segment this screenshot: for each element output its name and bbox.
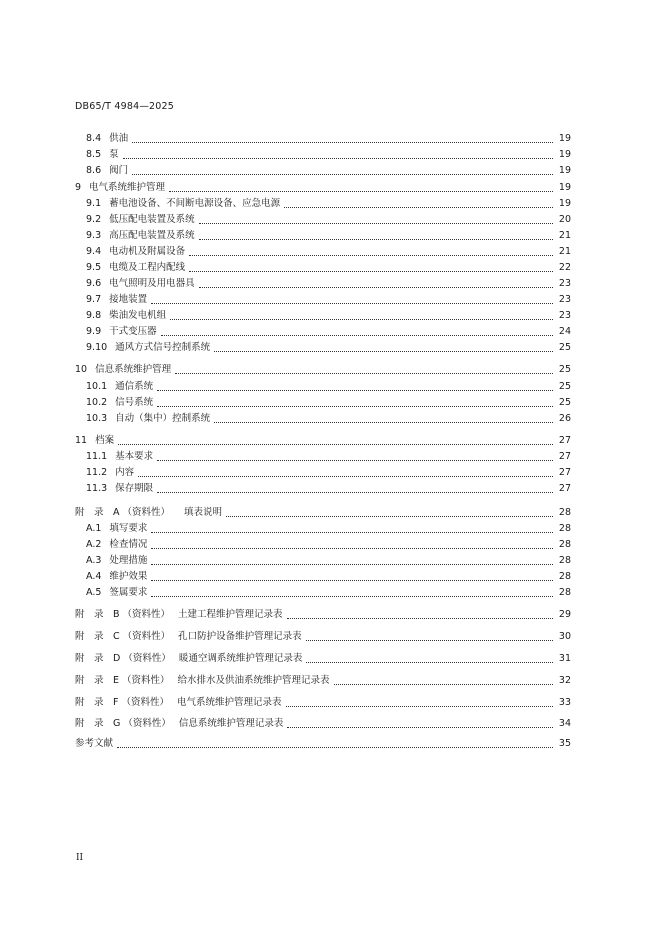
toc-entry[interactable] xyxy=(86,521,571,535)
toc-leader-dots xyxy=(189,255,553,256)
toc-entry-number: 10.2 xyxy=(86,397,108,408)
toc-entry-number: 9.6 xyxy=(86,278,102,289)
toc-entry-number: 9.8 xyxy=(86,310,102,321)
toc-entry-title: 低压配电装置及系统 xyxy=(109,214,195,225)
toc-entry-page: 23 xyxy=(558,310,571,321)
toc-entry[interactable] xyxy=(86,340,571,354)
toc-entry-title: 蓄电池设备、不间断电源设备、应急电源 xyxy=(109,198,281,209)
toc-entry-page: 28 xyxy=(558,555,571,566)
toc-entry-page: 29 xyxy=(558,609,571,620)
toc-entry-page: 23 xyxy=(558,294,571,305)
toc-entry-number: A.4 xyxy=(86,571,102,582)
toc-entry-title: 维护效果 xyxy=(109,571,148,582)
toc-entry-number: 9.3 xyxy=(86,230,102,241)
toc-leader-dots xyxy=(189,271,553,272)
toc-entry[interactable] xyxy=(86,260,571,274)
toc-entry-title: 档案 xyxy=(95,435,115,446)
toc-leader-dots xyxy=(199,239,553,240)
toc-entry-number: 10 xyxy=(75,364,88,375)
toc-entry[interactable] xyxy=(75,362,571,376)
toc-entry[interactable] xyxy=(75,695,571,709)
toc-entry-number: 8.4 xyxy=(86,133,102,144)
toc-entry-page: 30 xyxy=(558,631,571,642)
toc-entry[interactable] xyxy=(86,449,571,463)
toc-entry-page: 28 xyxy=(558,507,571,518)
toc-entry-title: 处理措施 xyxy=(109,555,148,566)
document-code: DB65/T 4984—2025 xyxy=(75,101,174,112)
toc-entry-page: 25 xyxy=(558,381,571,392)
toc-entry-title: 通信系统 xyxy=(115,381,154,392)
toc-entry[interactable] xyxy=(86,131,571,145)
toc-entry-page: 25 xyxy=(558,342,571,353)
toc-entry-number: 附 录 F （资料性） xyxy=(75,697,169,708)
toc-entry-page: 19 xyxy=(558,182,571,193)
toc-entry-page: 19 xyxy=(558,165,571,176)
toc-entry-number: 9 xyxy=(75,182,82,193)
toc-entry-page: 28 xyxy=(558,587,571,598)
toc-entry-title: 高压配电装置及系统 xyxy=(109,230,195,241)
toc-entry-number: 附 录 A （资料性） xyxy=(75,507,171,518)
toc-entry-page: 24 xyxy=(558,326,571,337)
toc-entry-title: 孔口防护设备维护管理记录表 xyxy=(178,631,302,642)
toc-entry[interactable] xyxy=(86,569,571,583)
toc-entry-title: 电气系统维护管理 xyxy=(89,182,166,193)
toc-entry-page: 25 xyxy=(558,397,571,408)
toc-leader-dots xyxy=(287,618,553,619)
toc-entry-page: 28 xyxy=(558,539,571,550)
toc-leader-dots xyxy=(151,596,553,597)
toc-entry-title: 阀门 xyxy=(109,165,129,176)
toc-entry-number: 9.5 xyxy=(86,262,102,273)
toc-entry-title: 给水排水及供油系统维护管理记录表 xyxy=(177,675,330,686)
toc-entry-title: 电气系统维护管理记录表 xyxy=(177,697,282,708)
toc-leader-dots xyxy=(306,640,553,641)
toc-entry-title: 信号系统 xyxy=(115,397,154,408)
toc-leader-dots xyxy=(199,223,553,224)
toc-entry-number: 9.7 xyxy=(86,294,102,305)
toc-entry-title: 土建工程维护管理记录表 xyxy=(178,609,283,620)
toc-entry-title: 内容 xyxy=(115,467,135,478)
toc-entry[interactable] xyxy=(75,180,571,194)
toc-entry[interactable] xyxy=(75,673,571,687)
toc-entry-page: 20 xyxy=(558,214,571,225)
toc-entry-title: 保存期限 xyxy=(115,483,154,494)
toc-entry[interactable] xyxy=(86,585,571,599)
toc-entry-page: 21 xyxy=(558,246,571,257)
toc-entry-number: 10.1 xyxy=(86,381,108,392)
toc-entry[interactable] xyxy=(86,537,571,551)
toc-entry-page: 23 xyxy=(558,278,571,289)
toc-entry[interactable] xyxy=(86,147,571,161)
toc-entry-page: 33 xyxy=(558,697,571,708)
toc-entry-page: 28 xyxy=(558,523,571,534)
toc-leader-dots xyxy=(132,142,553,143)
toc-entry-number: 10.3 xyxy=(86,413,108,424)
toc-entry-title: 通风方式信号控制系统 xyxy=(115,342,211,353)
toc-entry[interactable] xyxy=(75,736,571,750)
toc-leader-dots xyxy=(132,174,553,175)
toc-entry[interactable] xyxy=(86,196,571,210)
toc-leader-dots xyxy=(157,460,553,461)
toc-entry-title: 供油 xyxy=(109,133,129,144)
toc-entry[interactable] xyxy=(86,465,571,479)
toc-entry[interactable] xyxy=(75,629,571,643)
toc-entry-number: 8.5 xyxy=(86,149,102,160)
toc-entry-title: 填写要求 xyxy=(109,523,148,534)
toc-entry[interactable] xyxy=(75,607,571,621)
toc-entry[interactable] xyxy=(86,379,571,393)
toc-leader-dots xyxy=(226,516,553,517)
toc-entry-page: 22 xyxy=(558,262,571,273)
toc-entry[interactable] xyxy=(86,411,571,425)
toc-entry-number: 附 录 D （资料性） xyxy=(75,653,171,664)
toc-entry[interactable] xyxy=(75,651,571,665)
toc-entry[interactable] xyxy=(75,433,571,447)
toc-entry-number: 附 录 B （资料性） xyxy=(75,609,171,620)
toc-entry-page: 28 xyxy=(558,571,571,582)
toc-entry-title: 泵 xyxy=(109,149,119,160)
toc-entry-title: 干式变压器 xyxy=(109,326,157,337)
toc-leader-dots xyxy=(214,422,553,423)
toc-leader-dots xyxy=(175,373,553,374)
toc-entry[interactable] xyxy=(86,212,571,226)
toc-entry-page: 19 xyxy=(558,198,571,209)
toc-leader-dots xyxy=(170,319,553,320)
toc-entry-number: 9.10 xyxy=(86,342,108,353)
toc-entry-page: 31 xyxy=(558,653,571,664)
toc-entry-page: 26 xyxy=(558,413,571,424)
toc-leader-dots xyxy=(334,684,553,685)
toc-entry-number: A.1 xyxy=(86,523,102,534)
toc-entry-title: 暖通空调系统维护管理记录表 xyxy=(178,653,303,664)
toc-leader-dots xyxy=(169,191,553,192)
toc-entry-number: A.3 xyxy=(86,555,102,566)
toc-leader-dots xyxy=(284,207,553,208)
toc-leader-dots xyxy=(117,747,553,748)
toc-entry[interactable] xyxy=(86,395,571,409)
toc-entry-page: 25 xyxy=(558,364,571,375)
toc-entry-number: 9.1 xyxy=(86,198,102,209)
page-number: II xyxy=(76,853,84,863)
toc-entry[interactable] xyxy=(86,163,571,177)
toc-entry-page: 32 xyxy=(558,675,571,686)
toc-leader-dots xyxy=(199,287,553,288)
toc-entry-page: 21 xyxy=(558,230,571,241)
toc-entry-number: A.2 xyxy=(86,539,102,550)
toc-entry-page: 27 xyxy=(558,483,571,494)
toc-entry-title: 接地装置 xyxy=(109,294,148,305)
toc-entry-page: 34 xyxy=(558,718,571,729)
toc-entry-number: 11.1 xyxy=(86,451,108,462)
toc-entry-title: 信息系统维护管理记录表 xyxy=(178,718,284,729)
toc-entry-number: 9.9 xyxy=(86,326,102,337)
toc-leader-dots xyxy=(287,727,553,728)
toc-leader-dots xyxy=(161,335,553,336)
toc-entry[interactable] xyxy=(86,308,571,322)
toc-entry-number: 附 录 G （资料性） xyxy=(75,718,171,729)
toc-leader-dots xyxy=(118,444,553,445)
toc-leader-dots xyxy=(151,548,553,549)
toc-entry[interactable] xyxy=(86,292,571,306)
toc-entry-title: 柴油发电机组 xyxy=(109,310,167,321)
toc-entry-title: 检查情况 xyxy=(109,539,148,550)
toc-leader-dots xyxy=(151,564,553,565)
toc-leader-dots xyxy=(151,303,553,304)
toc-leader-dots xyxy=(157,492,553,493)
toc-entry-title: 基本要求 xyxy=(115,451,154,462)
toc-entry-title: 填表说明 xyxy=(184,507,223,518)
toc-leader-dots xyxy=(214,351,553,352)
toc-leader-dots xyxy=(151,580,553,581)
toc-entry-number: 8.6 xyxy=(86,165,102,176)
toc-entry-number: 11.3 xyxy=(86,483,108,494)
toc-entry-number: 11 xyxy=(75,435,88,446)
toc-entry-page: 19 xyxy=(558,133,571,144)
toc-entry-page: 27 xyxy=(558,467,571,478)
toc-entry-title: 参考文献 xyxy=(75,738,114,749)
toc-entry-number: 附 录 E （资料性） xyxy=(75,675,170,686)
toc-entry[interactable] xyxy=(86,553,571,567)
toc-entry-number: A.5 xyxy=(86,587,102,598)
toc-entry[interactable] xyxy=(75,716,571,730)
toc-entry-title: 电气照明及用电器具 xyxy=(109,278,195,289)
toc-entry-page: 27 xyxy=(558,451,571,462)
toc-entry-title: 电缆及工程内配线 xyxy=(109,262,186,273)
toc-entry-page: 19 xyxy=(558,149,571,160)
toc-leader-dots xyxy=(306,662,553,663)
toc-entry[interactable] xyxy=(86,244,571,258)
toc-entry-page: 27 xyxy=(558,435,571,446)
toc-entry-number: 附 录 C （资料性） xyxy=(75,631,171,642)
toc-entry[interactable] xyxy=(75,505,571,519)
toc-leader-dots xyxy=(123,158,553,159)
toc-leader-dots xyxy=(286,706,553,707)
toc-entry-title: 电动机及附属设备 xyxy=(109,246,186,257)
toc-leader-dots xyxy=(157,406,553,407)
toc-entry-number: 9.4 xyxy=(86,246,102,257)
toc-entry-title: 签属要求 xyxy=(109,587,148,598)
toc-entry-title: 信息系统维护管理 xyxy=(95,364,172,375)
toc-leader-dots xyxy=(138,476,553,477)
toc-entry-title: 自动（集中）控制系统 xyxy=(115,413,211,424)
toc-leader-dots xyxy=(157,390,553,391)
toc-leader-dots xyxy=(151,532,553,533)
toc-entry[interactable] xyxy=(86,228,571,242)
toc-entry-page: 35 xyxy=(558,738,571,749)
toc-entry[interactable] xyxy=(86,276,571,290)
toc-entry-number: 9.2 xyxy=(86,214,102,225)
toc-entry[interactable] xyxy=(86,324,571,338)
toc-entry[interactable] xyxy=(86,481,571,495)
toc-entry-number: 11.2 xyxy=(86,467,108,478)
